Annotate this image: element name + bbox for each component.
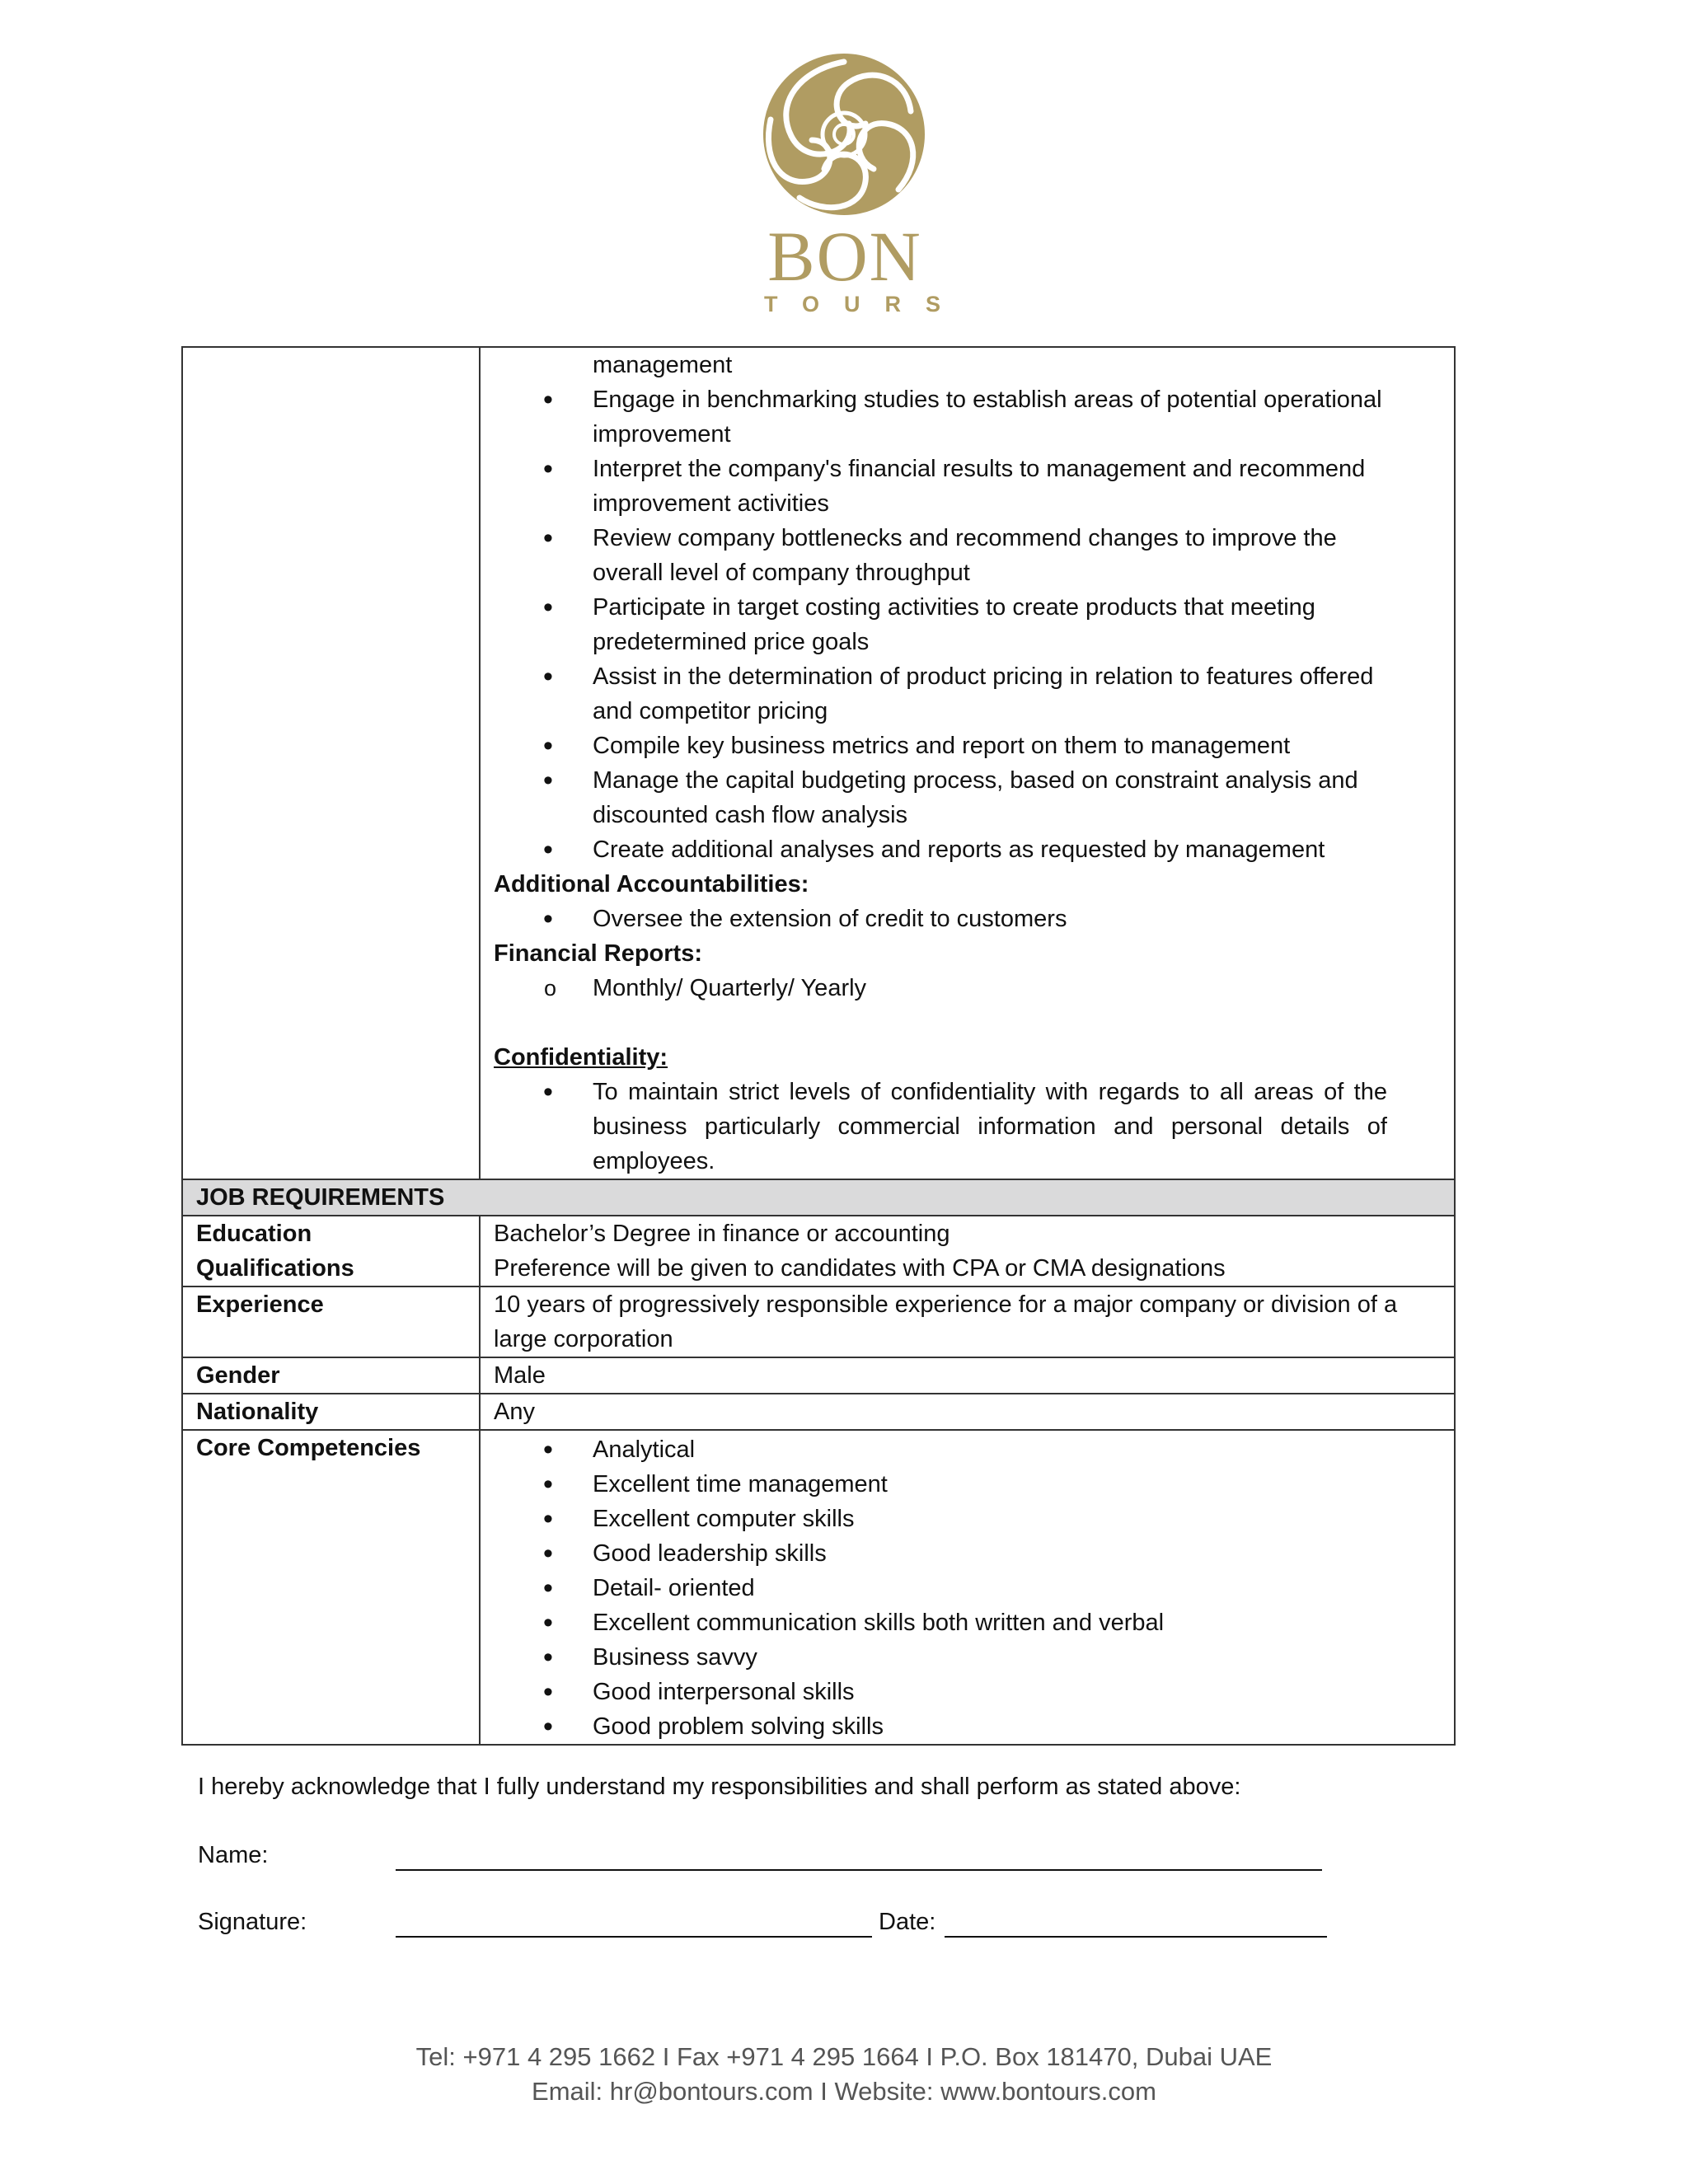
section-title: JOB REQUIREMENTS — [182, 1179, 1455, 1216]
footer-web-line: Email: hr@bontours.com I Website: www.bontours.com — [532, 2077, 1156, 2106]
gender-label: Gender — [182, 1357, 480, 1394]
core-competencies-row — [182, 1430, 1455, 1745]
duties-label-cell — [182, 347, 480, 1179]
job-requirements-header-row — [182, 1179, 1455, 1216]
list-item: • Detail- oriented — [494, 1571, 1441, 1605]
name-line[interactable] — [396, 1869, 1322, 1871]
duty-continuation: management — [593, 352, 733, 378]
duties-list — [494, 382, 1441, 867]
bon-tours-logo-text — [746, 217, 966, 316]
list-item: • Good leadership skills — [494, 1536, 1441, 1571]
confidentiality-heading: Confidentiality: — [494, 1044, 668, 1071]
name-label: Name: — [198, 1842, 269, 1868]
list-item: • Compile key business metrics and report on them to management — [494, 729, 1441, 763]
experience-value: 10 years of progressively responsible experience for a major company or division of a large corporation — [480, 1286, 1455, 1357]
list-item: • Participate in target costing activities to create products that meeting predetermined price goals — [494, 590, 1441, 659]
duties-continued-row — [182, 347, 1455, 1179]
list-item: • Excellent communication skills both written and verbal — [494, 1605, 1441, 1640]
list-item: • Manage the capital budgeting process, based on constraint analysis and discounted cash flow analysis — [494, 763, 1441, 832]
education-row — [182, 1216, 1455, 1286]
list-item: • Review company bottlenecks and recommend changes to improve the overall level of company throughput — [494, 521, 1441, 590]
job-description-table — [181, 346, 1456, 1746]
additional-accountabilities-heading: Additional Accountabilities: — [494, 871, 809, 898]
gender-value: Male — [480, 1357, 1455, 1394]
list-item: • Business savvy — [494, 1640, 1441, 1675]
list-item: • Excellent computer skills — [494, 1502, 1441, 1536]
list-item: • Assist in the determination of product pricing in relation to features offered and competitor pricing — [494, 659, 1441, 729]
list-item: • Create additional analyses and reports as requested by management — [494, 832, 1441, 867]
education-value: Bachelor’s Degree in finance or accounting Preference will be given to candidates with CPA or CMA designations — [480, 1216, 1455, 1286]
nationality-row — [182, 1394, 1455, 1430]
gender-row — [182, 1357, 1455, 1394]
logo-brand: BON — [767, 217, 922, 296]
list-item: • Engage in benchmarking studies to establish areas of potential operational improvement — [494, 382, 1441, 452]
date-label: Date: — [879, 1909, 936, 1935]
list-item: • Interpret the company's financial results to management and recommend improvement activities — [494, 452, 1441, 521]
competencies-list — [494, 1431, 1441, 1744]
list-item: • Oversee the extension of credit to customers — [494, 902, 1441, 936]
additional-accountabilities-list — [494, 902, 1441, 936]
signature-label: Signature: — [198, 1909, 307, 1935]
financial-reports-list — [494, 971, 1441, 1005]
list-item: • Excellent time management — [494, 1467, 1441, 1502]
logo-subtitle: TOURS — [764, 292, 966, 316]
acknowledgement-statement: I hereby acknowledge that I fully understand my responsibilities and shall perform as stated above: — [198, 1774, 1241, 1800]
list-item: • Good interpersonal skills — [494, 1675, 1441, 1709]
date-line[interactable] — [945, 1936, 1327, 1938]
duties-content-cell — [480, 347, 1455, 1179]
confidentiality-list — [494, 1075, 1441, 1179]
nationality-value: Any — [480, 1394, 1455, 1430]
education-label: Education Qualifications — [182, 1216, 480, 1286]
core-competencies-label: Core Competencies — [182, 1430, 480, 1745]
footer-contact-line: Tel: +971 4 295 1662 I Fax +971 4 295 1664 I P.O. Box 181470, Dubai UAE — [415, 2042, 1273, 2071]
list-item: • Analytical — [494, 1432, 1441, 1467]
nationality-label: Nationality — [182, 1394, 480, 1430]
list-item: • To maintain strict levels of confidentiality with regards to all areas of the business particularly commercial information and personal details of employees. — [494, 1075, 1441, 1179]
financial-reports-heading: Financial Reports: — [494, 940, 702, 967]
experience-row — [182, 1286, 1455, 1357]
signature-line[interactable] — [396, 1936, 872, 1938]
list-item: o Monthly/ Quarterly/ Yearly — [494, 971, 1441, 1005]
experience-label: Experience — [182, 1286, 480, 1357]
core-competencies-value — [480, 1430, 1455, 1745]
list-item: • Good problem solving skills — [494, 1709, 1441, 1744]
